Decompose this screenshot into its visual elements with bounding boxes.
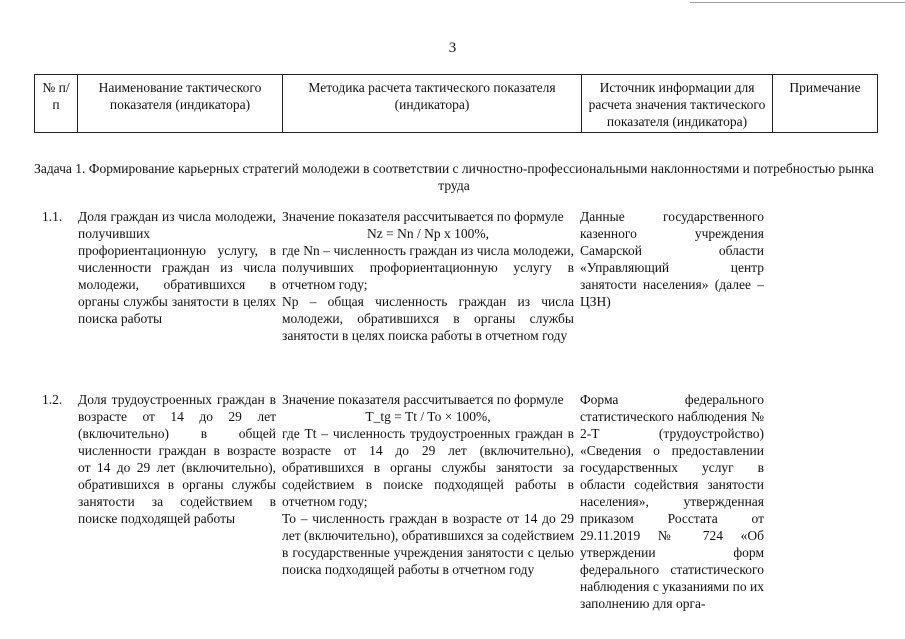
header-row: [35, 75, 878, 133]
indicator-method: [282, 391, 574, 578]
row-number: 1.1.: [42, 209, 63, 224]
method-definition-2: To – численность граждан в возрасте от 14 до 29 лет (включительно), обратившихся за содействием в государственные учреждения занятости с целью поиска подходящей работы в отчетном году: [282, 511, 574, 577]
page-number: 3: [448, 40, 457, 56]
method-formula: Nz = Nn / Np x 100%,: [367, 226, 489, 241]
method-definition-2: Np – общая численность граждан из числа молодежи, обратившихся в органы службы занятости в целях поиска работы в отчетном году: [282, 294, 574, 343]
method-definition-1: где Nn – численность граждан из числа молодежи, получивших профориентационную услугу в отчетном году;: [282, 243, 574, 292]
method-intro: Значение показателя рассчитывается по формуле: [282, 209, 564, 224]
header-col-name: Наименование тактического показателя (индикатора): [78, 75, 283, 133]
indicator-source: Форма федерального статистического наблюдения № 2-Т (трудоустройство) «Сведения о предоставлении государственных услуг в области содействия занятости населения», утвержденная приказом Росстата от 29.11.2019 № 724 «Об утверждении форм федерального статистического наблюдения с указаниями по их заполнению для орга-: [580, 392, 764, 611]
task-heading: Задача 1. Формирование карьерных стратегий молодежи в соответствии с личностно-профессиональными наклонностями и потребностью рынка труда: [34, 161, 874, 193]
method-definition-1: где Tt – численность трудоустроенных граждан в возрасте от 14 до 29 лет (включительно), обратившихся в органы службы занятости за содействием в поиске подходящей работы в отчетном году;: [282, 426, 574, 509]
header-table: [34, 74, 878, 133]
header-col-number: № п/п: [35, 75, 78, 133]
method-intro: Значение показателя рассчитывается по формуле: [282, 392, 564, 407]
indicator-method: [282, 208, 574, 344]
header-col-note: Примечание: [773, 75, 878, 133]
header-col-source: Источник информации для расчета значения тактического показателя (индикатора): [582, 75, 773, 133]
indicator-source: Данные государственного казенного учреждения Самарской области «Управляющий центр занятости населения» (далее – ЦЗН): [580, 209, 764, 309]
indicator-name: Доля граждан из числа молодежи, получивших профориентационную услугу, в численности граждан из числа молодежи, обратившихся в органы службы занятости в целях поиска работы: [78, 209, 276, 326]
method-formula: T_tg = Tt / To × 100%,: [365, 409, 491, 424]
top-edge-line: [690, 2, 905, 3]
header-col-method: Методика расчета тактического показателя (индикатора): [283, 75, 582, 133]
row-number: 1.2.: [42, 392, 63, 407]
indicator-name: Доля трудоустроенных граждан в возрасте от 14 до 29 лет (включительно) в общей численности граждан в возрасте от 14 до 29 лет (включительно), обратившихся в органы службы занятости за содействием в поиске подходящей работы: [78, 392, 276, 526]
